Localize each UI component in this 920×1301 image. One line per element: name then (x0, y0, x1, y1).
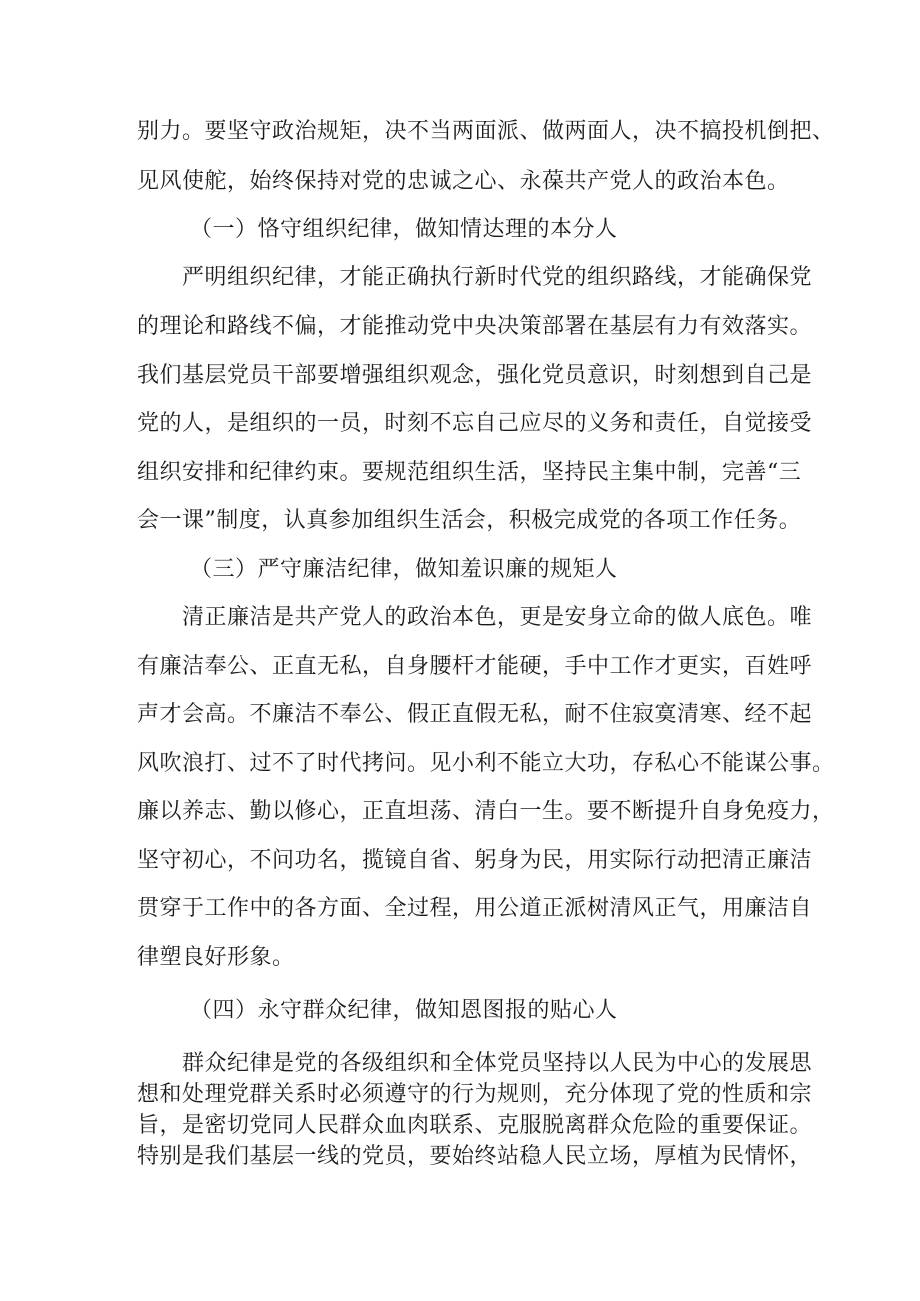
body-text-line: 廉以养志、勤以修心，正直坦荡、清白一生。要不断提升自身免疫力， (137, 799, 835, 824)
body-text-line: 想和处理党群关系时必须遵守的行为规则，充分体现了党的性质和宗 (137, 1082, 813, 1107)
body-text-line: 的理论和路线不偏，才能推动党中央决策部署在基层有力有效落实。 (137, 314, 813, 339)
body-text-line: 律塑良好形象。 (137, 945, 295, 970)
section-heading: （三）严守廉洁纪律，做知羞识廉的规矩人 (190, 557, 618, 582)
body-text-line: 坚守初心，不问功名，揽镜自省、躬身为民，用实际行动把清正廉洁 (137, 848, 813, 873)
body-text-line: 清正廉洁是共产党人的政治本色，更是安身立命的做人底色。唯 (182, 605, 813, 630)
section-heading: （一）恪守组织纪律，做知情达理的本分人 (190, 217, 618, 242)
body-text-line: 有廉洁奉公、正直无私，自身腰杆才能硬，手中工作才更实，百姓呼 (137, 654, 813, 679)
body-text-line: 党的人，是组织的一员，时刻不忘自己应尽的义务和责任，自觉接受 (137, 411, 813, 436)
body-text-line: 严明组织纪律，才能正确执行新时代党的组织路线，才能确保党 (182, 265, 813, 290)
body-text-line: 声才会高。不廉洁不奉公、假正直假无私，耐不住寂寞清寒、经不起 (137, 702, 813, 727)
section-heading: （四）永守群众纪律，做知恩图报的贴心人 (190, 998, 618, 1023)
body-text-line: 会一课”制度，认真参加组织生活会，积极完成党的各项工作任务。 (137, 508, 802, 533)
body-text-line: 风吹浪打、过不了时代拷问。见小利不能立大功，存私心不能谋公事。 (137, 751, 835, 776)
body-text-line: 我们基层党员干部要增强组织观念，强化党员意识，时刻想到自己是 (137, 363, 813, 388)
body-text-line: 别力。要坚守政治规矩，决不当两面派、做两面人，决不搞投机倒把、 (137, 119, 835, 144)
body-text-line: 群众纪律是党的各级组织和全体党员坚持以人民为中心的发展思 (182, 1051, 813, 1076)
body-text-line: 组织安排和纪律约束。要规范组织生活，坚持民主集中制，完善“三 (137, 460, 802, 485)
body-text-line: 贯穿于工作中的各方面、全过程，用公道正派树清风正气，用廉洁自 (137, 896, 813, 921)
body-text-line: 特别是我们基层一线的党员，要始终站稳人民立场，厚植为民情怀， (137, 1144, 813, 1169)
body-text-line: 见风使舵，始终保持对党的忠诚之心、永葆共产党人的政治本色。 (137, 169, 790, 194)
body-text-line: 旨，是密切党同人民群众血肉联系、克服脱离群众危险的重要保证。 (137, 1113, 813, 1138)
